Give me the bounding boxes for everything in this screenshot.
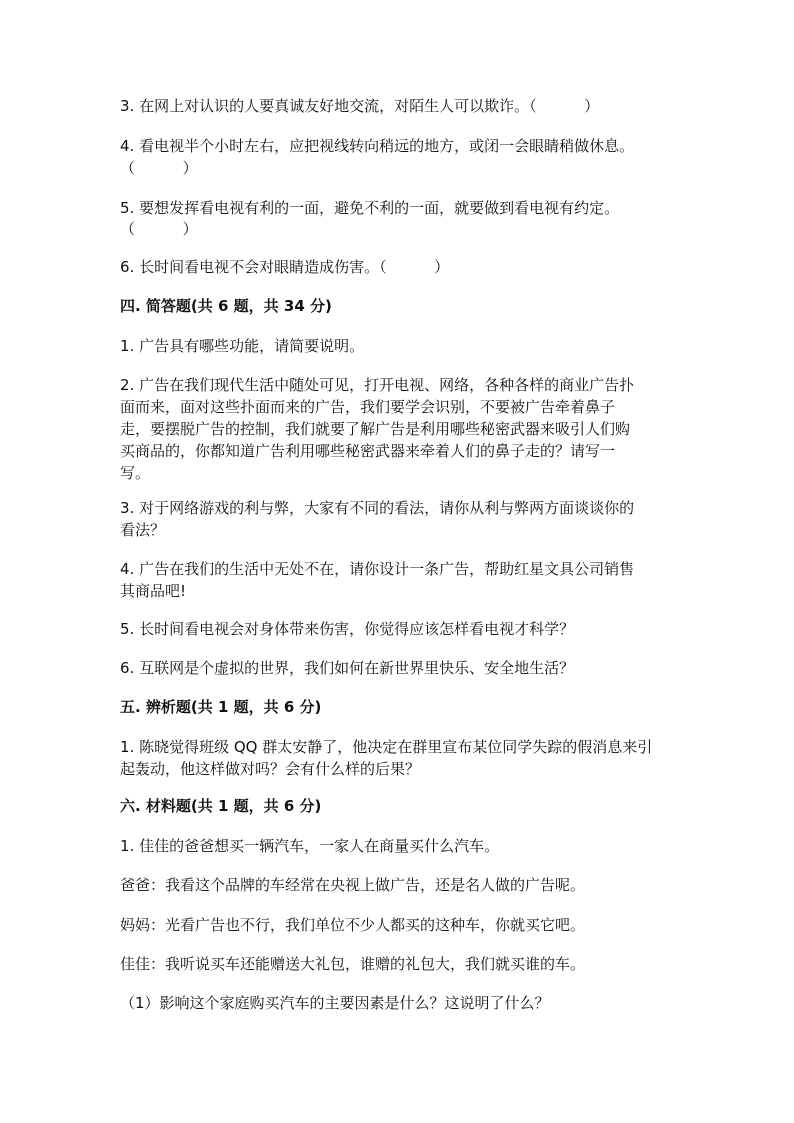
short-answer-question-2-line-2: 面而来，面对这些扑面而来的广告，我们要学会识别，不要被广告牵着鼻子	[120, 398, 616, 416]
judgement-question-5-line-2: （ ）	[120, 220, 198, 238]
judgement-question-6: 6. 长时间看电视不会对眼睛造成伤害。（ ）	[120, 258, 450, 276]
short-answer-question-2-line-1: 2. 广告在我们现代生活中随处可见，打开电视、网络，各种各样的商业广告扑	[120, 376, 635, 394]
short-answer-question-3-line-1: 3. 对于网络游戏的利与弊，大家有不同的看法，请你从利与弊两方面谈谈你的	[120, 499, 635, 517]
judgement-question-5-line-1: 5. 要想发挥看电视有利的一面，避免不利的一面，就要做到看电视有约定。	[120, 199, 620, 217]
short-answer-question-1: 1. 广告具有哪些功能，请简要说明。	[120, 337, 365, 355]
judgement-question-4-line-2: （ ）	[120, 159, 198, 177]
material-question-1: 1. 佳佳的爸爸想买一辆汽车，一家人在商量买什么汽车。	[120, 837, 500, 855]
short-answer-question-4-line-1: 4. 广告在我们的生活中无处不在，请你设计一条广告，帮助红星文具公司销售	[120, 560, 635, 578]
short-answer-question-2-line-3: 走，要摆脱广告的控制，我们就要了解广告是利用哪些秘密武器来吸引人们购	[120, 420, 631, 438]
section-4-heading: 四. 简答题(共 6 题，共 34 分)	[120, 297, 332, 315]
short-answer-question-5: 5. 长时间看电视会对身体带来伤害，你觉得应该怎样看电视才科学？	[120, 620, 575, 638]
material-dialogue-mom: 妈妈：光看广告也不行，我们单位不少人都买的这种车，你就买它吧。	[120, 916, 586, 934]
short-answer-question-4-line-2: 其商品吧!	[120, 582, 187, 600]
material-dialogue-jiajia: 佳佳：我听说买车还能赠送大礼包，谁赠的礼包大，我们就买谁的车。	[120, 955, 586, 973]
short-answer-question-6: 6. 互联网是个虚拟的世界，我们如何在新世界里快乐、安全地生活？	[120, 659, 575, 677]
material-subquestion-1: （1）影响这个家庭购买汽车的主要因素是什么？这说明了什么？	[120, 994, 550, 1012]
short-answer-question-3-line-2: 看法？	[120, 521, 166, 539]
short-answer-question-2-line-4: 买商品的，你都知道广告利用哪些秘密武器来牵着人们的鼻子走的？请写一	[120, 442, 616, 460]
short-answer-question-2-line-5: 写。	[120, 464, 151, 482]
judgement-question-4-line-1: 4. 看电视半个小时左右，应把视线转向稍远的地方，或闭一会眼睛稍做休息。	[120, 137, 635, 155]
judgement-question-3: 3. 在网上对认识的人要真诚友好地交流，对陌生人可以欺诈。（ ）	[120, 97, 600, 115]
section-5-heading: 五. 辨析题(共 1 题，共 6 分)	[120, 698, 322, 716]
material-dialogue-dad: 爸爸：我看这个品牌的车经常在央视上做广告，还是名人做的广告呢。	[120, 876, 586, 894]
analysis-question-1-line-1: 1. 陈晓觉得班级 QQ 群太安静了，他决定在群里宣布某位同学失踪的假消息来引	[120, 738, 653, 756]
analysis-question-1-line-2: 起轰动，他这样做对吗？会有什么样的后果？	[120, 760, 421, 778]
section-6-heading: 六. 材料题(共 1 题，共 6 分)	[120, 797, 322, 815]
